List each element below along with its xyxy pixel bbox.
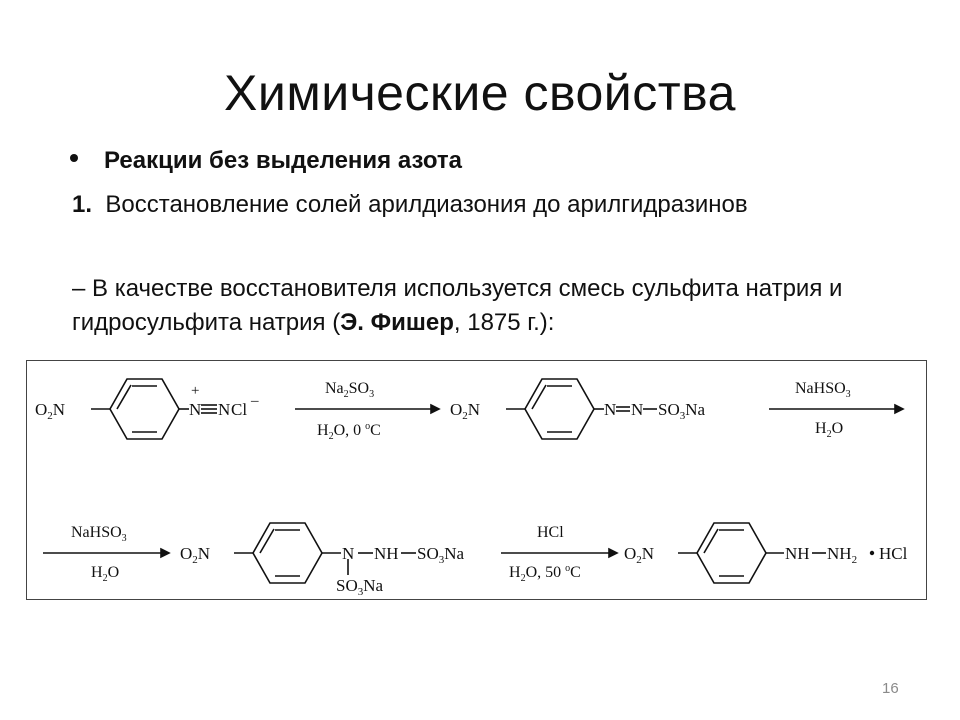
arrow-2-head bbox=[895, 405, 903, 413]
salt-dot-icon bbox=[870, 551, 874, 555]
benzene-ring-4 bbox=[697, 523, 766, 583]
note-prefix: – В качестве восстановителя используется смесь сульфита натрия и гидросульфита натрия ( bbox=[72, 275, 843, 336]
page-number: 16 bbox=[882, 680, 899, 697]
reaction-scheme bbox=[26, 360, 927, 600]
step4-conditions: $H_2O$, 50 $^o$C bbox=[509, 563, 581, 584]
step1-conditions: $H_2O$, 0 $^o$C bbox=[317, 421, 381, 442]
step3-reagent: NaHSO$_3$ bbox=[71, 524, 127, 544]
numbered-item bbox=[72, 188, 892, 222]
note-paragraph bbox=[72, 272, 912, 340]
benzene-ring-1 bbox=[110, 379, 179, 439]
nitro-group-2: $O_2N$ bbox=[450, 400, 481, 422]
nitro-group-1: $O_2N$ bbox=[35, 400, 66, 422]
reaction-scheme-drawing bbox=[27, 361, 928, 601]
note-suffix: , 1875 г.): bbox=[453, 309, 555, 336]
bullet-heading bbox=[70, 147, 462, 175]
nitro-group-4: $O_2N$ bbox=[624, 544, 655, 566]
step4-reagent: HCl bbox=[537, 524, 564, 541]
nitro-group-3: $O_2N$ bbox=[180, 544, 211, 566]
chloride-anion: Cl bbox=[231, 400, 248, 419]
step1-reagent: $Na_2SO_3$ bbox=[325, 380, 375, 400]
step2-reagent: NaHSO$_3$ bbox=[795, 380, 851, 400]
hydrazine-n: N bbox=[342, 544, 355, 563]
chloride-charge: – bbox=[251, 393, 259, 409]
product-hcl: HCl bbox=[879, 544, 908, 563]
arrow-4-head bbox=[609, 549, 617, 557]
arrow-1-head bbox=[431, 405, 439, 413]
step2-conditions: $H_2O$ bbox=[815, 420, 844, 440]
sulfonate-3: $SO_3Na$ bbox=[336, 576, 384, 598]
diazo-n2: N bbox=[218, 400, 231, 419]
product-nh2: $NH_2$ bbox=[827, 544, 858, 566]
step3-conditions: $H_2O$ bbox=[91, 564, 120, 584]
slide-title: Химические свойства bbox=[224, 65, 736, 121]
item-number: 1. bbox=[72, 191, 93, 218]
sulfonate-2: $SO_3Na$ bbox=[417, 544, 465, 566]
azo-n2: N bbox=[631, 400, 644, 419]
benzene-ring-3 bbox=[253, 523, 322, 583]
item-text: Восстановление солей арилдиазония до арилгидразинов bbox=[105, 191, 748, 218]
benzene-ring-2 bbox=[525, 379, 594, 439]
hydrazine-nh: NH bbox=[374, 544, 399, 563]
diazonium-charge: + bbox=[191, 383, 200, 399]
bullet-text: Реакции без выделения азота bbox=[104, 147, 462, 174]
azo-n1: N bbox=[604, 400, 617, 419]
product-nh: NH bbox=[785, 544, 810, 563]
diazo-n1: N bbox=[189, 400, 202, 419]
note-author: Э. Фишер bbox=[340, 309, 454, 336]
sulfonate-1: $SO_3Na$ bbox=[658, 400, 706, 422]
bullet-dot-icon bbox=[70, 154, 78, 162]
arrow-3-head bbox=[161, 549, 169, 557]
